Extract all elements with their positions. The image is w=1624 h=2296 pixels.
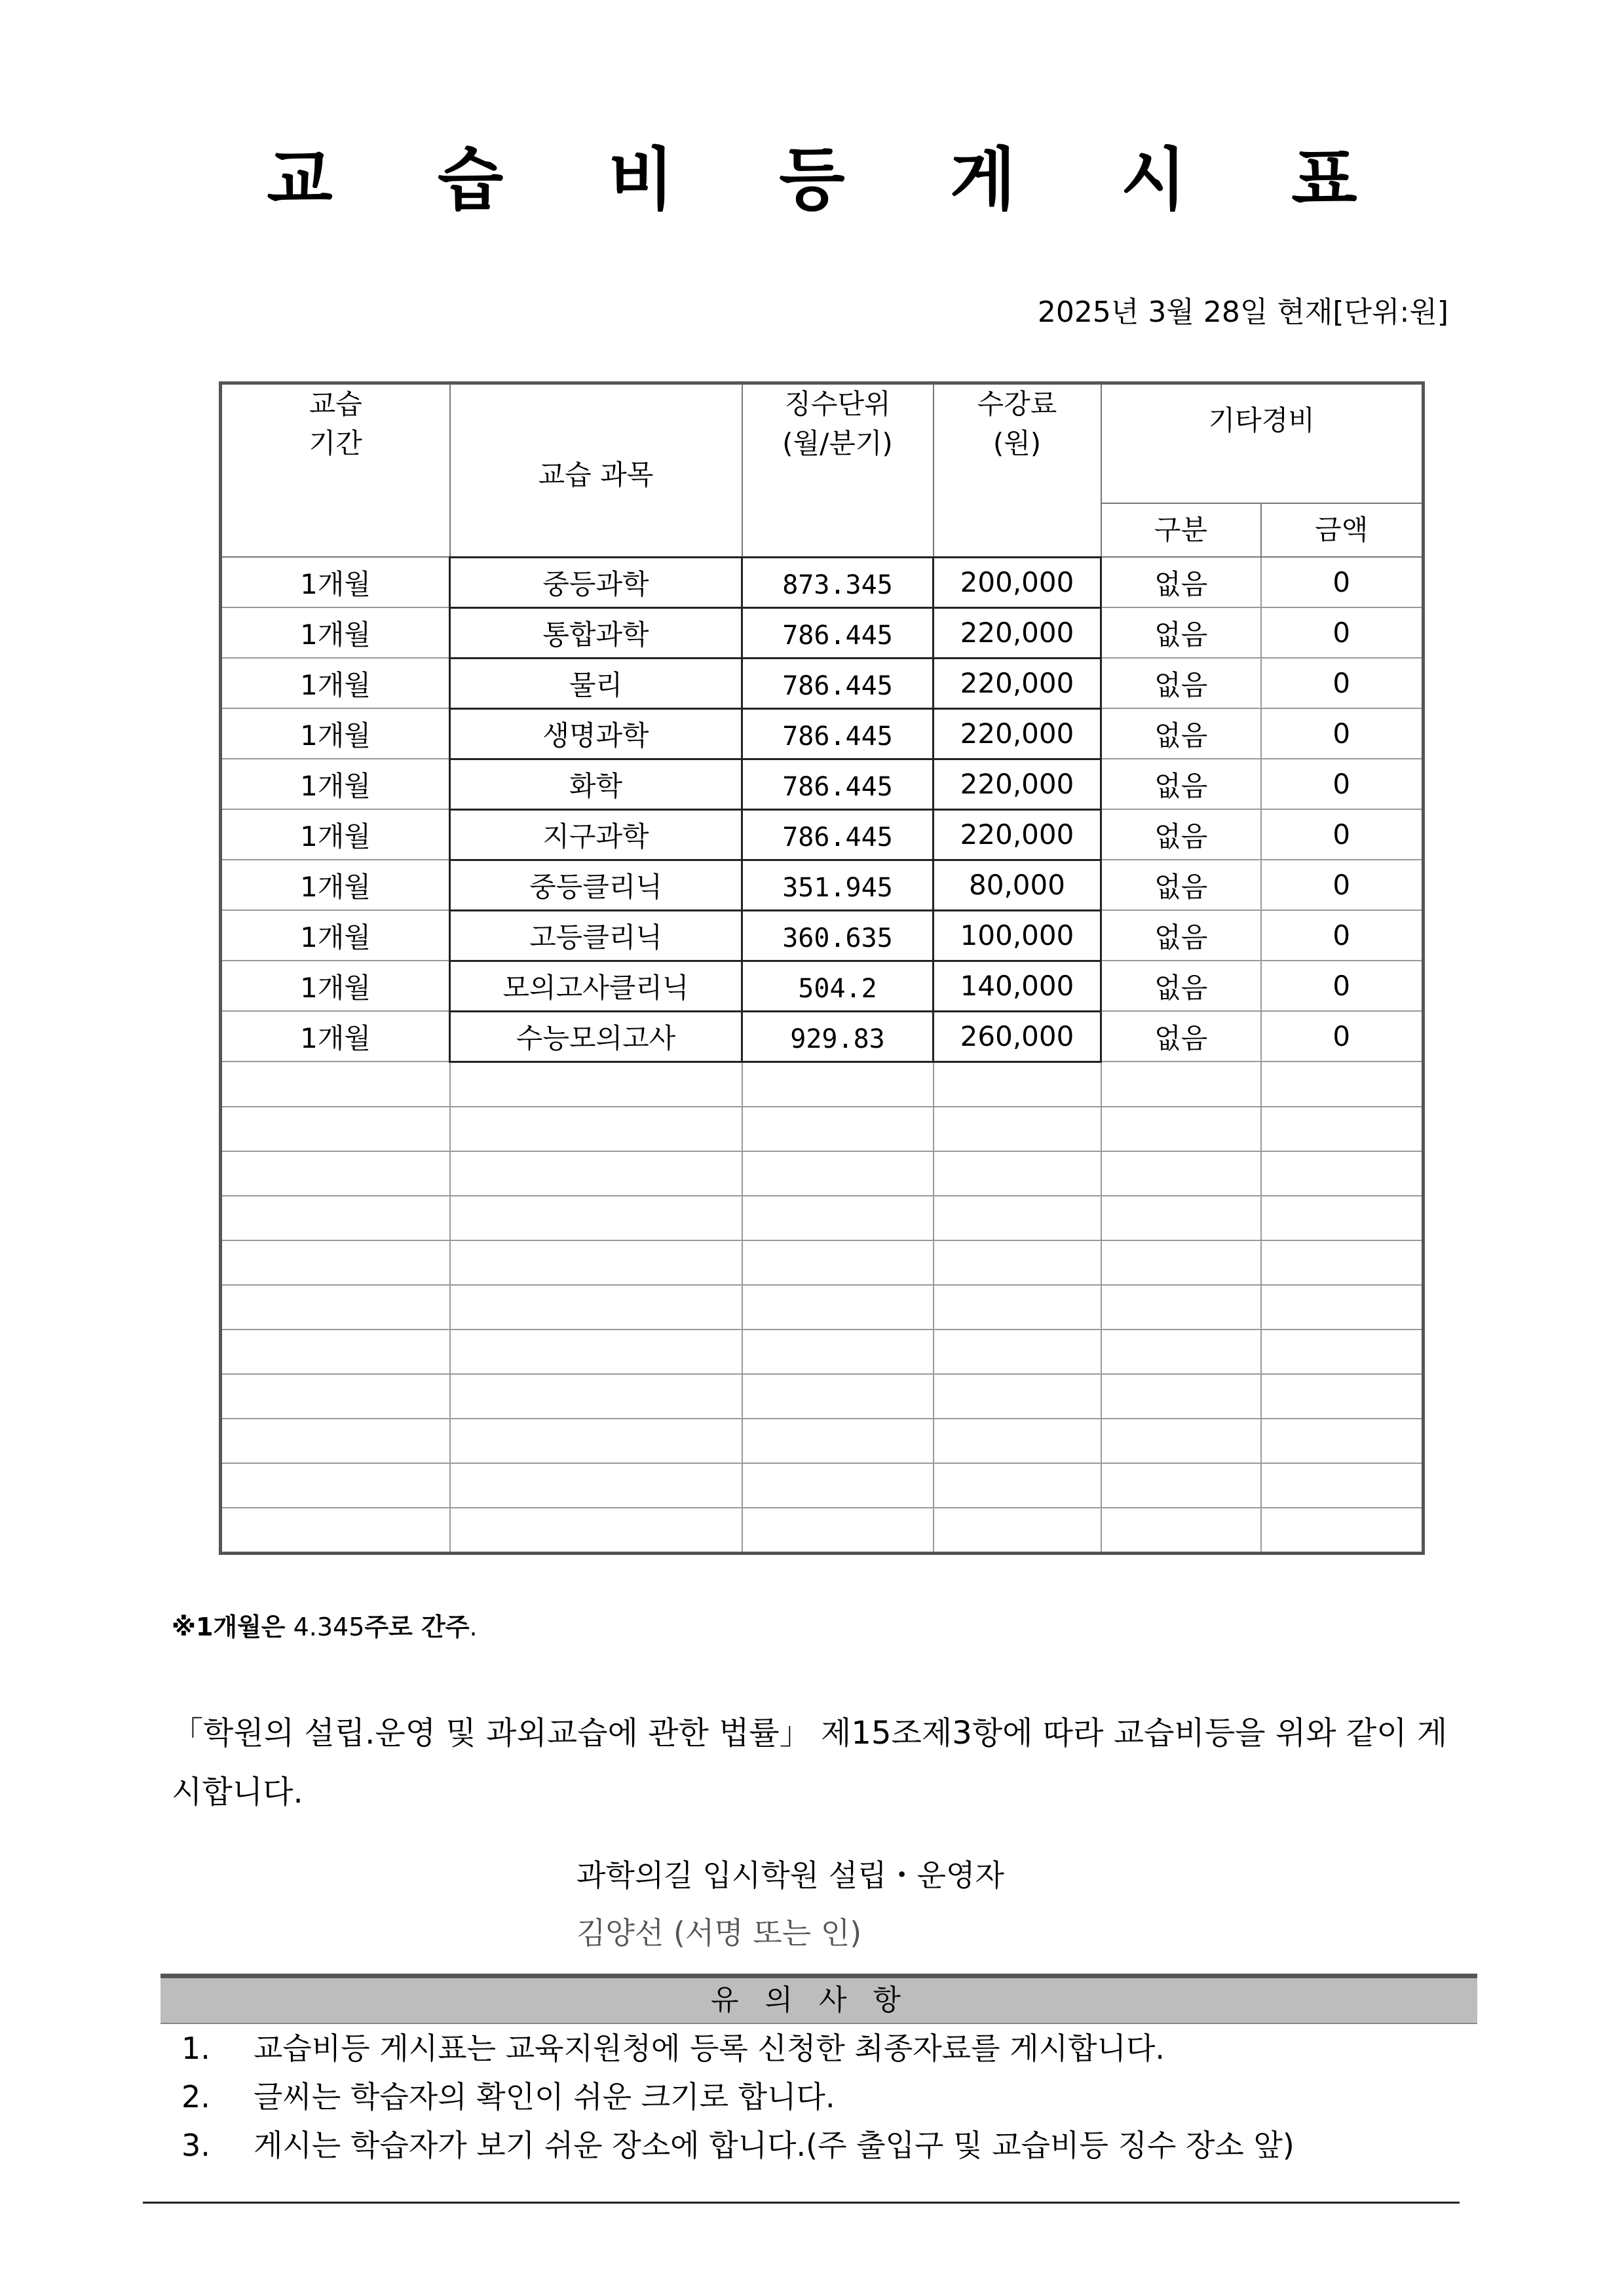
- cell-subject: 물리: [450, 658, 742, 708]
- cell-unit: [742, 1508, 934, 1554]
- cell-period: [221, 1374, 450, 1419]
- cell-fee: [934, 1151, 1101, 1196]
- cell-subject: 모의고사클리닉: [450, 961, 742, 1011]
- cell-period: [221, 1151, 450, 1196]
- cell-subject: [450, 1196, 742, 1240]
- empty-table-row: [221, 1374, 1424, 1419]
- statement: 「학원의 설립.운영 및 과외교습에 관한 법률」 제15조제3항에 따라 교습비등을 위와 같이 게시합니다.: [172, 1715, 1448, 1810]
- cell-unit: [742, 1196, 934, 1240]
- cell-other-amount: 0: [1261, 708, 1424, 759]
- cell-period: [221, 1463, 450, 1508]
- cell-other-amount: 0: [1261, 557, 1424, 607]
- table-row: [221, 860, 1424, 910]
- cell-other-amount: 0: [1261, 658, 1424, 708]
- notice-item: 1. 교습비등 게시표는 교육지원청에 등록 신청한 최종자료를 게시합니다.: [181, 2031, 1165, 2066]
- table-row: [221, 708, 1424, 759]
- cell-other-type: [1101, 1508, 1261, 1554]
- cell-other-type: 없음: [1101, 1011, 1261, 1062]
- cell-other-amount: 0: [1261, 759, 1424, 809]
- table-row: [221, 607, 1424, 658]
- cell-subject: 중등과학: [450, 557, 742, 607]
- cell-subject: [450, 1062, 742, 1107]
- note: ※1개월은 4.345주로 간주.: [172, 1613, 478, 1641]
- cell-other-amount: [1261, 1062, 1424, 1107]
- cell-unit: 504.2: [742, 961, 934, 1011]
- cell-fee: 80,000: [934, 860, 1101, 910]
- cell-subject: [450, 1330, 742, 1374]
- cell-unit: 786.445: [742, 759, 934, 809]
- fee-table: [219, 381, 1425, 1555]
- header-period: 교습 기간: [221, 383, 450, 558]
- cell-other-amount: 0: [1261, 809, 1424, 860]
- cell-period: 1개월: [221, 607, 450, 658]
- cell-subject: [450, 1240, 742, 1285]
- cell-fee: 220,000: [934, 607, 1101, 658]
- signer-name: 김양선 (서명 또는 인): [576, 1915, 862, 1951]
- empty-table-row: [221, 1240, 1424, 1285]
- empty-table-row: [221, 1196, 1424, 1240]
- table-row: [221, 1011, 1424, 1062]
- cell-fee: [934, 1240, 1101, 1285]
- cell-fee: [934, 1374, 1101, 1419]
- cell-other-type: [1101, 1419, 1261, 1463]
- cell-unit: 351.945: [742, 860, 934, 910]
- date-line: 2025년 3월 28일 현재[단위:원]: [1037, 296, 1448, 329]
- cell-unit: 360.635: [742, 910, 934, 961]
- cell-subject: [450, 1107, 742, 1151]
- cell-other-type: [1101, 1463, 1261, 1508]
- cell-other-amount: [1261, 1151, 1424, 1196]
- cell-unit: 786.445: [742, 809, 934, 860]
- cell-other-type: [1101, 1330, 1261, 1374]
- cell-fee: 100,000: [934, 910, 1101, 961]
- cell-other-amount: [1261, 1419, 1424, 1463]
- page-title: 교 습 비 등 게 시 표: [267, 140, 1398, 220]
- cell-period: [221, 1240, 450, 1285]
- cell-other-type: 없음: [1101, 708, 1261, 759]
- cell-unit: [742, 1419, 934, 1463]
- cell-period: 1개월: [221, 860, 450, 910]
- cell-fee: 260,000: [934, 1011, 1101, 1062]
- cell-subject: [450, 1285, 742, 1330]
- cell-unit: 786.445: [742, 708, 934, 759]
- cell-period: 1개월: [221, 557, 450, 607]
- cell-subject: 고등클리닉: [450, 910, 742, 961]
- cell-other-type: [1101, 1062, 1261, 1107]
- cell-other-amount: [1261, 1107, 1424, 1151]
- cell-fee: [934, 1196, 1101, 1240]
- cell-period: 1개월: [221, 809, 450, 860]
- cell-other-amount: 0: [1261, 1011, 1424, 1062]
- cell-subject: 수능모의고사: [450, 1011, 742, 1062]
- cell-other-amount: [1261, 1330, 1424, 1374]
- cell-unit: [742, 1107, 934, 1151]
- empty-table-row: [221, 1107, 1424, 1151]
- cell-unit: [742, 1240, 934, 1285]
- cell-unit: [742, 1151, 934, 1196]
- cell-fee: [934, 1107, 1101, 1151]
- cell-other-type: 없음: [1101, 607, 1261, 658]
- table-row: [221, 961, 1424, 1011]
- header-other: 기타경비: [1101, 383, 1424, 504]
- header-subject: 교습 과목: [450, 383, 742, 558]
- cell-other-type: [1101, 1107, 1261, 1151]
- cell-period: [221, 1107, 450, 1151]
- empty-table-row: [221, 1285, 1424, 1330]
- notice-item: 2. 글씨는 학습자의 확인이 쉬운 크기로 합니다.: [181, 2079, 835, 2114]
- cell-fee: 220,000: [934, 708, 1101, 759]
- cell-other-amount: [1261, 1374, 1424, 1419]
- cell-unit: [742, 1374, 934, 1419]
- cell-unit: [742, 1330, 934, 1374]
- cell-period: [221, 1285, 450, 1330]
- cell-fee: 220,000: [934, 658, 1101, 708]
- cell-unit: [742, 1463, 934, 1508]
- cell-other-type: [1101, 1285, 1261, 1330]
- header-unit: 징수단위 (월/분기): [742, 383, 934, 558]
- cell-period: 1개월: [221, 658, 450, 708]
- cell-other-amount: 0: [1261, 860, 1424, 910]
- cell-unit: 929.83: [742, 1011, 934, 1062]
- cell-subject: 화학: [450, 759, 742, 809]
- notice-bottom-rule: [143, 2202, 1460, 2204]
- signer-block: [576, 1846, 1004, 1962]
- empty-table-row: [221, 1330, 1424, 1374]
- empty-table-row: [221, 1062, 1424, 1107]
- cell-other-type: 없음: [1101, 860, 1261, 910]
- cell-other-type: 없음: [1101, 658, 1261, 708]
- cell-unit: [742, 1285, 934, 1330]
- table-row: [221, 809, 1424, 860]
- cell-fee: 220,000: [934, 809, 1101, 860]
- cell-other-type: [1101, 1196, 1261, 1240]
- cell-subject: 생명과학: [450, 708, 742, 759]
- cell-unit: 786.445: [742, 658, 934, 708]
- cell-period: [221, 1508, 450, 1554]
- cell-subject: [450, 1508, 742, 1554]
- cell-other-type: 없음: [1101, 759, 1261, 809]
- cell-subject: [450, 1374, 742, 1419]
- signer-title: 과학의길 입시학원 설립・운영자: [576, 1858, 1004, 1893]
- cell-fee: 200,000: [934, 557, 1101, 607]
- cell-other-amount: 0: [1261, 607, 1424, 658]
- cell-subject: [450, 1419, 742, 1463]
- table-row: [221, 759, 1424, 809]
- cell-subject: [450, 1151, 742, 1196]
- cell-other-amount: 0: [1261, 961, 1424, 1011]
- empty-table-row: [221, 1419, 1424, 1463]
- table-row: [221, 910, 1424, 961]
- cell-subject: 지구과학: [450, 809, 742, 860]
- cell-subject: [450, 1463, 742, 1508]
- cell-other-amount: [1261, 1285, 1424, 1330]
- cell-period: [221, 1196, 450, 1240]
- cell-fee: 220,000: [934, 759, 1101, 809]
- cell-period: [221, 1330, 450, 1374]
- empty-table-row: [221, 1463, 1424, 1508]
- cell-period: [221, 1419, 450, 1463]
- cell-other-type: [1101, 1151, 1261, 1196]
- cell-other-amount: [1261, 1196, 1424, 1240]
- cell-other-type: 없음: [1101, 910, 1261, 961]
- cell-period: 1개월: [221, 910, 450, 961]
- cell-other-type: 없음: [1101, 809, 1261, 860]
- cell-period: [221, 1062, 450, 1107]
- cell-unit: [742, 1062, 934, 1107]
- cell-period: 1개월: [221, 759, 450, 809]
- cell-other-type: 없음: [1101, 557, 1261, 607]
- table-row: [221, 658, 1424, 708]
- cell-fee: 140,000: [934, 961, 1101, 1011]
- cell-other-amount: [1261, 1240, 1424, 1285]
- cell-subject: 통합과학: [450, 607, 742, 658]
- cell-fee: [934, 1463, 1101, 1508]
- notice-heading: 유의사항: [161, 1974, 1477, 2024]
- notice-box: [161, 1974, 1477, 2170]
- cell-other-type: [1101, 1240, 1261, 1285]
- cell-other-amount: [1261, 1508, 1424, 1554]
- cell-fee: [934, 1419, 1101, 1463]
- cell-period: 1개월: [221, 708, 450, 759]
- cell-other-amount: 0: [1261, 910, 1424, 961]
- cell-fee: [934, 1330, 1101, 1374]
- empty-table-row: [221, 1508, 1424, 1554]
- empty-table-row: [221, 1151, 1424, 1196]
- cell-period: 1개월: [221, 961, 450, 1011]
- cell-unit: 786.445: [742, 607, 934, 658]
- cell-fee: [934, 1508, 1101, 1554]
- header-other-amount: 금액: [1261, 503, 1424, 557]
- notice-item: 3. 게시는 학습자가 보기 쉬운 장소에 합니다.(주 출입구 및 교습비등 징수 장소 앞): [181, 2128, 1294, 2163]
- cell-subject: 중등클리닉: [450, 860, 742, 910]
- cell-fee: [934, 1285, 1101, 1330]
- cell-fee: [934, 1062, 1101, 1107]
- cell-unit: 873.345: [742, 557, 934, 607]
- cell-other-amount: [1261, 1463, 1424, 1508]
- cell-period: 1개월: [221, 1011, 450, 1062]
- table-row: [221, 557, 1424, 607]
- header-other-type: 구분: [1101, 503, 1261, 557]
- cell-other-type: 없음: [1101, 961, 1261, 1011]
- cell-other-type: [1101, 1374, 1261, 1419]
- header-fee: 수강료 (원): [934, 383, 1101, 558]
